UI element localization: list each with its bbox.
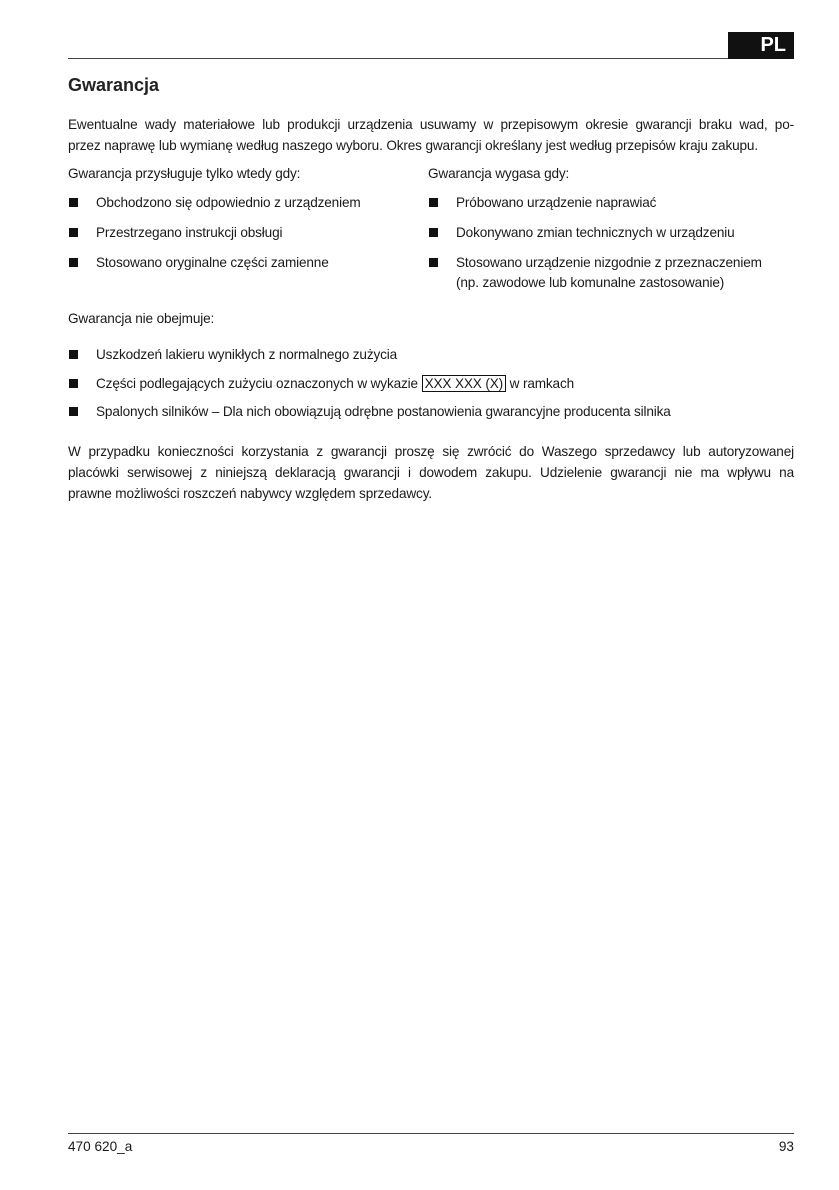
list-item-text: Części podlegających zużyciu oznaczonych w wykazie bbox=[96, 375, 418, 391]
list-item: Przestrzegano instrukcji obsługi bbox=[68, 223, 418, 243]
header-rule bbox=[68, 58, 728, 59]
footer-rule bbox=[68, 1133, 794, 1134]
expiry-heading: Gwarancja wygasa gdy: bbox=[428, 166, 570, 181]
list-item: Próbowano urządzenie naprawiać bbox=[428, 193, 808, 213]
expiry-conditions bbox=[428, 163, 808, 303]
closing-paragraph bbox=[68, 441, 794, 504]
list-item: Stosowano oryginalne części zamienne bbox=[68, 253, 418, 273]
list-item-text: Stosowano urządzenie nizgodnie z przeznaczeniem bbox=[456, 255, 762, 270]
list-item bbox=[68, 374, 808, 394]
closing-line-1: W przypadku konieczności korzystania z gwarancji proszę się zwrócić do Waszego sprzedawcy lub autoryzowanej bbox=[68, 444, 794, 459]
valid-heading: Gwarancja przysługuje tylko wtedy gdy: bbox=[68, 166, 301, 181]
list-item bbox=[428, 253, 808, 293]
intro-paragraph bbox=[68, 114, 794, 156]
exclusions-heading: Gwarancja nie obejmuje: bbox=[68, 311, 215, 326]
list-item: Spalonych silników – Dla nich obowiązują odrębne postanowienia gwarancyjne producenta silnika bbox=[68, 402, 808, 422]
intro-line-1: Ewentualne wady materiałowe lub produkcji urządzenia usuwamy w przepisowym okresie gwarancji braku wad, po- bbox=[68, 117, 794, 132]
list-item: Uszkodzeń lakieru wynikłych z normalnego zużycia bbox=[68, 345, 808, 365]
closing-line-3: prawne możliwości roszczeń nabywcy względem sprzedawcy. bbox=[68, 486, 432, 501]
page-title: Gwarancja bbox=[68, 75, 160, 95]
document-number: 470 620_a bbox=[68, 1139, 133, 1154]
valid-conditions bbox=[68, 163, 418, 283]
list-item-note: (np. zawodowe lub komunalne zastosowanie) bbox=[456, 275, 725, 290]
exclusions-list bbox=[68, 345, 808, 422]
intro-line-2: przez naprawę lub wymianę według naszego wyboru. Okres gwarancji określany jest według przepisów kraju zakupu. bbox=[68, 138, 758, 153]
list-item: Obchodzono się odpowiednio z urządzeniem bbox=[68, 193, 418, 213]
list-item: Dokonywano zmian technicznych w urządzeniu bbox=[428, 223, 808, 243]
page-number: 93 bbox=[778, 1139, 794, 1154]
exclusions bbox=[68, 308, 808, 431]
part-number-box: XXX XXX (X) bbox=[422, 375, 506, 392]
valid-list bbox=[68, 193, 418, 273]
list-item-text: w ramkach bbox=[509, 375, 575, 391]
expiry-list bbox=[428, 193, 808, 293]
language-badge: PL bbox=[728, 32, 794, 59]
closing-line-2: placówki serwisowej z niniejszą deklaracją gwarancji i dowodem zakupu. Udzielenie gwarancji nie ma wpływu na bbox=[68, 465, 794, 480]
